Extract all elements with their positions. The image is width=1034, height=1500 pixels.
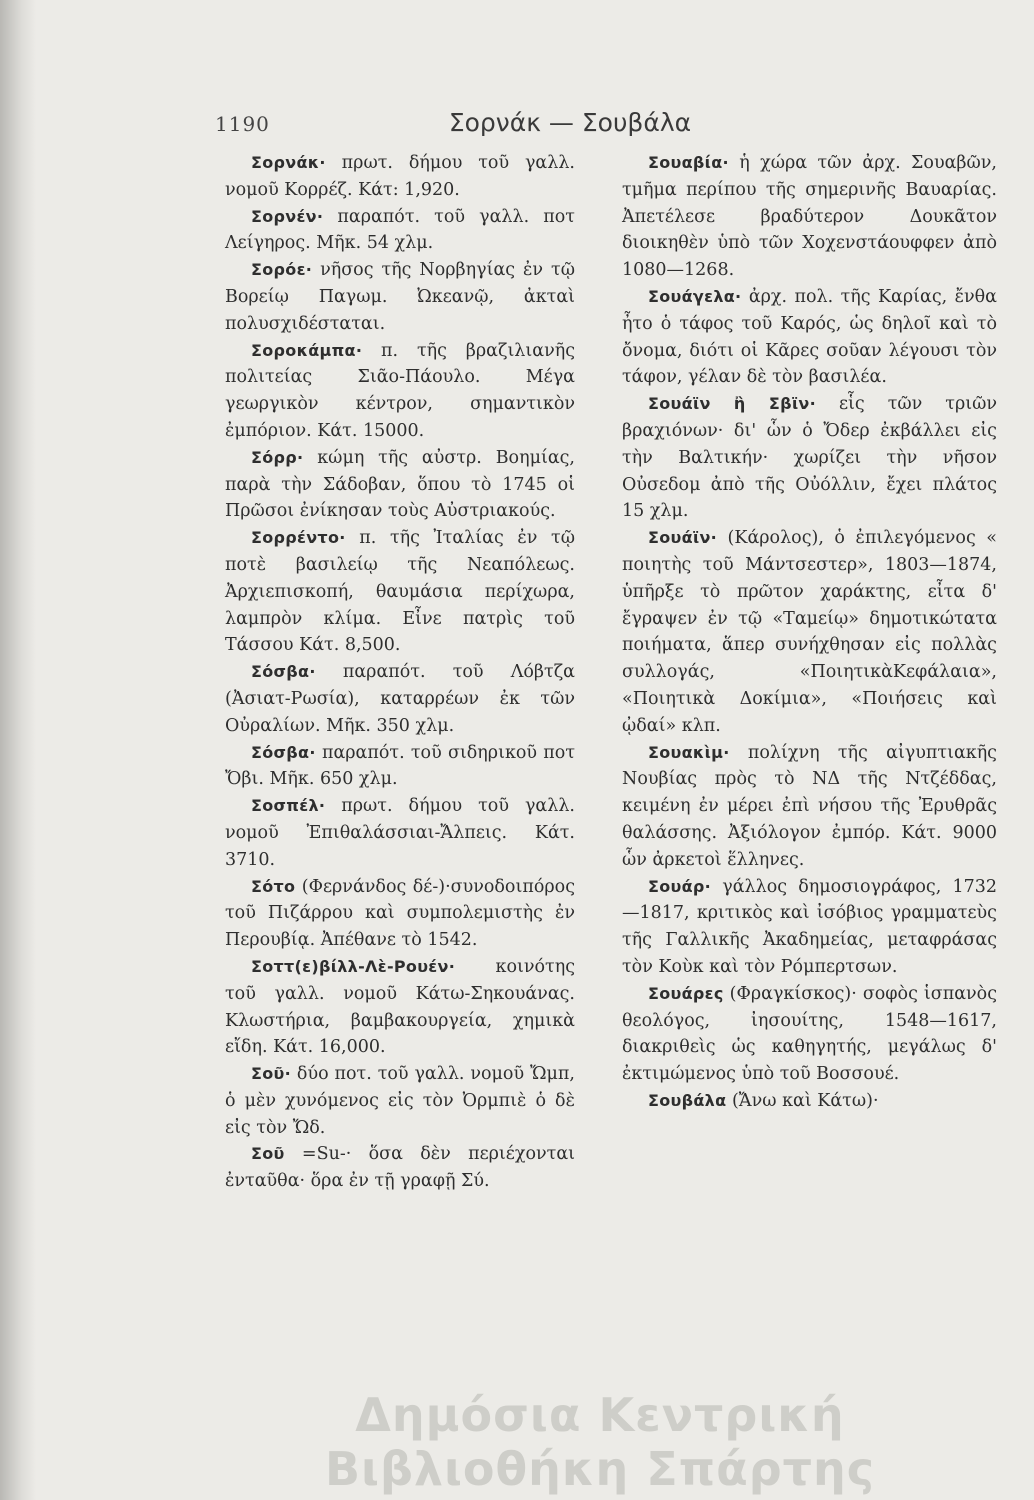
entry-text: πολίχνη τῆς αἰγυπτιακῆς Νουβίας πρὸς τὸ ΝΔ τῆς Ντζέδδας, κειμένη ἐν μέρει ἐπὶ νήσου τῆς Ἐρυθρᾶς θαλάσσης. Ἀξιόλογον ἐμπόρ. Κάτ. 9000 ὧν ἀρκετοὶ ἕλληνες. [622,742,997,870]
library-watermark: Δημόσια Κεντρική Βιβλιοθήκη Σπάρτης [324,1388,876,1496]
entry-text: δύο ποτ. τοῦ γαλλ. νομοῦ Ὤμπ, ὁ μὲν χυνόμενος εἰς τὸν Ὀρμπιὲ ὁ δὲ εἰς τὸν Ὤδ. [225,1064,575,1138]
entry-text: π. τῆς βραζιλιανῆς πολιτείας Σιᾶο-Πάουλο. Μέγα γεωργικὸν κέντρον, σημαντικὸν ἐμπόριον. Κάτ. 15000. [225,340,575,441]
dictionary-entry [225,445,575,525]
dictionary-entry [225,525,575,659]
entry-headword: Σουάγελα· [648,286,742,306]
entry-headword: Σοῦ [251,1144,285,1164]
entry-text: πρωτ. δήμου τοῦ γαλλ. νομοῦ Κορρέζ. Κάτ: 1,920. [225,153,575,200]
entry-headword: Σοροκάμπα· [251,340,363,360]
dictionary-entry [225,257,575,337]
dictionary-entry [225,204,575,258]
dictionary-entry [225,793,575,873]
entry-text: (Κάρολος), ὁ ἐπιλεγόμενος « ποιητὴς τοῦ Μάντσεστερ», 1803—1874, ὑπῆρξε τὸ πρῶτον χαράκτης, εἶτα δ' ἔγραψεν ἐν τῷ «Ταμείῳ» δημοτικώτατα ποιήματα, ἅπερ συνήχθησαν εἰς πολλὰς συλλογάς, «ΠοιητικὰΚεφάλαια», «Ποιητικὰ Δοκίμια», «Ποιήσεις καὶ ᾠδαί» κλπ. [622,528,997,736]
entry-headword: Σουακὶμ· [648,742,730,762]
entry-text: πρωτ. δήμου τοῦ γαλλ. νομοῦ Ἐπιθαλάσσιαι-Ἄλπεις. Κάτ. 3710. [225,796,575,870]
entry-headword: Σοῦ· [251,1064,292,1084]
entry-text: παραπότ. τοῦ γαλλ. ποτ Λείγηρος. Μῆκ. 54 χλμ. [225,206,575,254]
entry-headword: Σοττ(ε)βίλλ-Λὲ-Ρουέν· [251,956,456,976]
dictionary-entry [225,150,575,204]
dictionary-entry [225,954,575,1061]
page-number: 1190 [215,112,270,136]
entry-text: π. τῆς Ἰταλίας ἐν τῷ ποτὲ βασιλείῳ τῆς Νεαπόλεως. Ἀρχιεπισκοπή, θαυμάσια περίχωρα, λαμπρὸν κλίμα. Εἶνε πατρὶς τοῦ Τάσσου Κάτ. 8,500. [225,528,575,656]
page-gutter-shadow [0,0,36,1500]
entry-text: ἀρχ. πολ. τῆς Καρίας, ἔνθα ἦτο ὁ τάφος τοῦ Καρός, ὡς δηλοῖ καὶ τὸ ὄνομα, διότι οἱ Κᾶρες σοῦαν λέγουσι τὸν τάφον, γέλαν δὲ τὸν βασιλέα. [622,286,997,388]
dictionary-entry [225,740,575,794]
dictionary-entry [622,284,997,391]
entry-text: (Φραγκίσκος)· σοφὸς ἱσπανὸς θεολόγος, ἰησουίτης, 1548—1617, διακριθεὶς ὡς καθηγητής, μεγάλως δ' ἐκτιμώμενος ὑπὸ τοῦ Βοσσουέ. [622,983,997,1085]
dictionary-entry [225,659,575,739]
entry-headword: Σουβάλα [648,1090,727,1110]
dictionary-entry [622,150,997,284]
entry-headword: Σόρρ· [251,447,304,467]
entry-text: ἡ χώρα τῶν ἀρχ. Σουαβῶν, τμῆμα περίπου τῆς σημερινῆς Βαυαρίας. Ἀπετέλεσε βραδύτερον Δουκᾶτον διοικηθὲν ὑπὸ τῶν Χοχενστάουφφεν ἀπὸ 1080—1268. [622,153,997,281]
dictionary-entry [622,525,997,739]
dictionary-entry [225,874,575,954]
page-header [215,108,755,152]
entry-text: νῆσος τῆς Νορβηγίας ἐν τῷ Βορείῳ Παγωμ. Ὠκεανῷ, ἀκταὶ πολυσχιδέσταται. [225,260,575,334]
entry-headword: Σοσπέλ· [251,796,326,816]
entry-text: παραπότ. τοῦ Λόβτζα (Ἀσιατ-Ρωσία), καταρρέων ἐκ τῶν Οὐραλίων. Μῆκ. 350 χλμ. [225,662,575,736]
entry-headword: Σορρέντο· [251,528,346,548]
entry-headword: Σουάρ· [648,876,712,896]
entry-headword: Σουάρες [648,983,724,1003]
entry-text: (Φερνάνδος δέ-)·συνοδοιπόρος τοῦ Πιζάρρου καὶ συμπολεμιστὴς ἐν Περουβίᾳ. Ἀπέθανε τὸ 1542. [225,876,575,951]
entry-headword: Σότο [251,876,296,896]
entry-text: κώμη τῆς αὐστρ. Βοημίας, παρὰ τὴν Σάδοβαν, ὅπου τὸ 1745 οἱ Πρῶσοι ἐνίκησαν τοὺς Αὐστριακούς. [225,447,575,522]
entry-text: παραπότ. τοῦ σιδηρικοῦ ποτ Ὄβι. Μῆκ. 650 χλμ. [225,742,575,790]
running-head: Σορνάκ — Σουβάλα [448,108,692,137]
entry-text: εἷς τῶν τριῶν βραχιόνων· δι' ὧν ὁ Ὄδερ ἐκβάλλει εἰς τὴν Βαλτικήν· χωρίζει τὴν νῆσον Οὐσεδομ ἀπὸ τῆς Οὐόλλιν, ἔχει πλάτος 15 χλμ. [622,394,997,522]
entry-text: κοινότης τοῦ γαλλ. νομοῦ Κάτω-Σηκουάνας. Κλωστήρια, βαμβακουργεία, χημικὰ εἴδη. Κάτ. 16,000. [225,956,575,1058]
dictionary-entry [622,391,997,525]
entry-headword: Σορόε· [251,260,313,280]
entry-headword: Σουάϊν· [648,528,718,548]
left-column [225,150,575,1195]
dictionary-entry [225,1141,575,1195]
entry-headword: Σορνάκ· [251,153,326,172]
dictionary-entry [225,338,575,445]
right-column [622,150,997,1115]
entry-text: γάλλος δημοσιογράφος, 1732—1817, κριτικὸς καὶ ἰσόβιος γραμματεὺς τῆς Γαλλικῆς Ἀκαδημείας, μεταφράσας τὸν Κοὺκ καὶ τὸν Ρόμπερτσων. [622,876,997,977]
entry-headword: Σουάϊν ἢ Σβϊν· [648,394,817,414]
dictionary-entry [622,981,997,1088]
entry-text: =Su-· ὅσα δὲν περιέχονται ἐνταῦθα· ὅρα ἐν τῇ γραφῇ Σύ. [225,1144,575,1192]
entry-text: (Ἄνω καὶ Κάτω)· [726,1090,879,1111]
entry-headword: Σουαβία· [648,153,729,172]
dictionary-entry [622,1088,997,1115]
dictionary-entry [225,1061,575,1141]
entry-headword: Σόσβα· [251,662,316,682]
dictionary-entry [622,874,997,981]
entry-headword: Σορνέν· [251,206,324,226]
entry-headword: Σόσβα· [251,742,316,762]
dictionary-entry [622,740,997,874]
